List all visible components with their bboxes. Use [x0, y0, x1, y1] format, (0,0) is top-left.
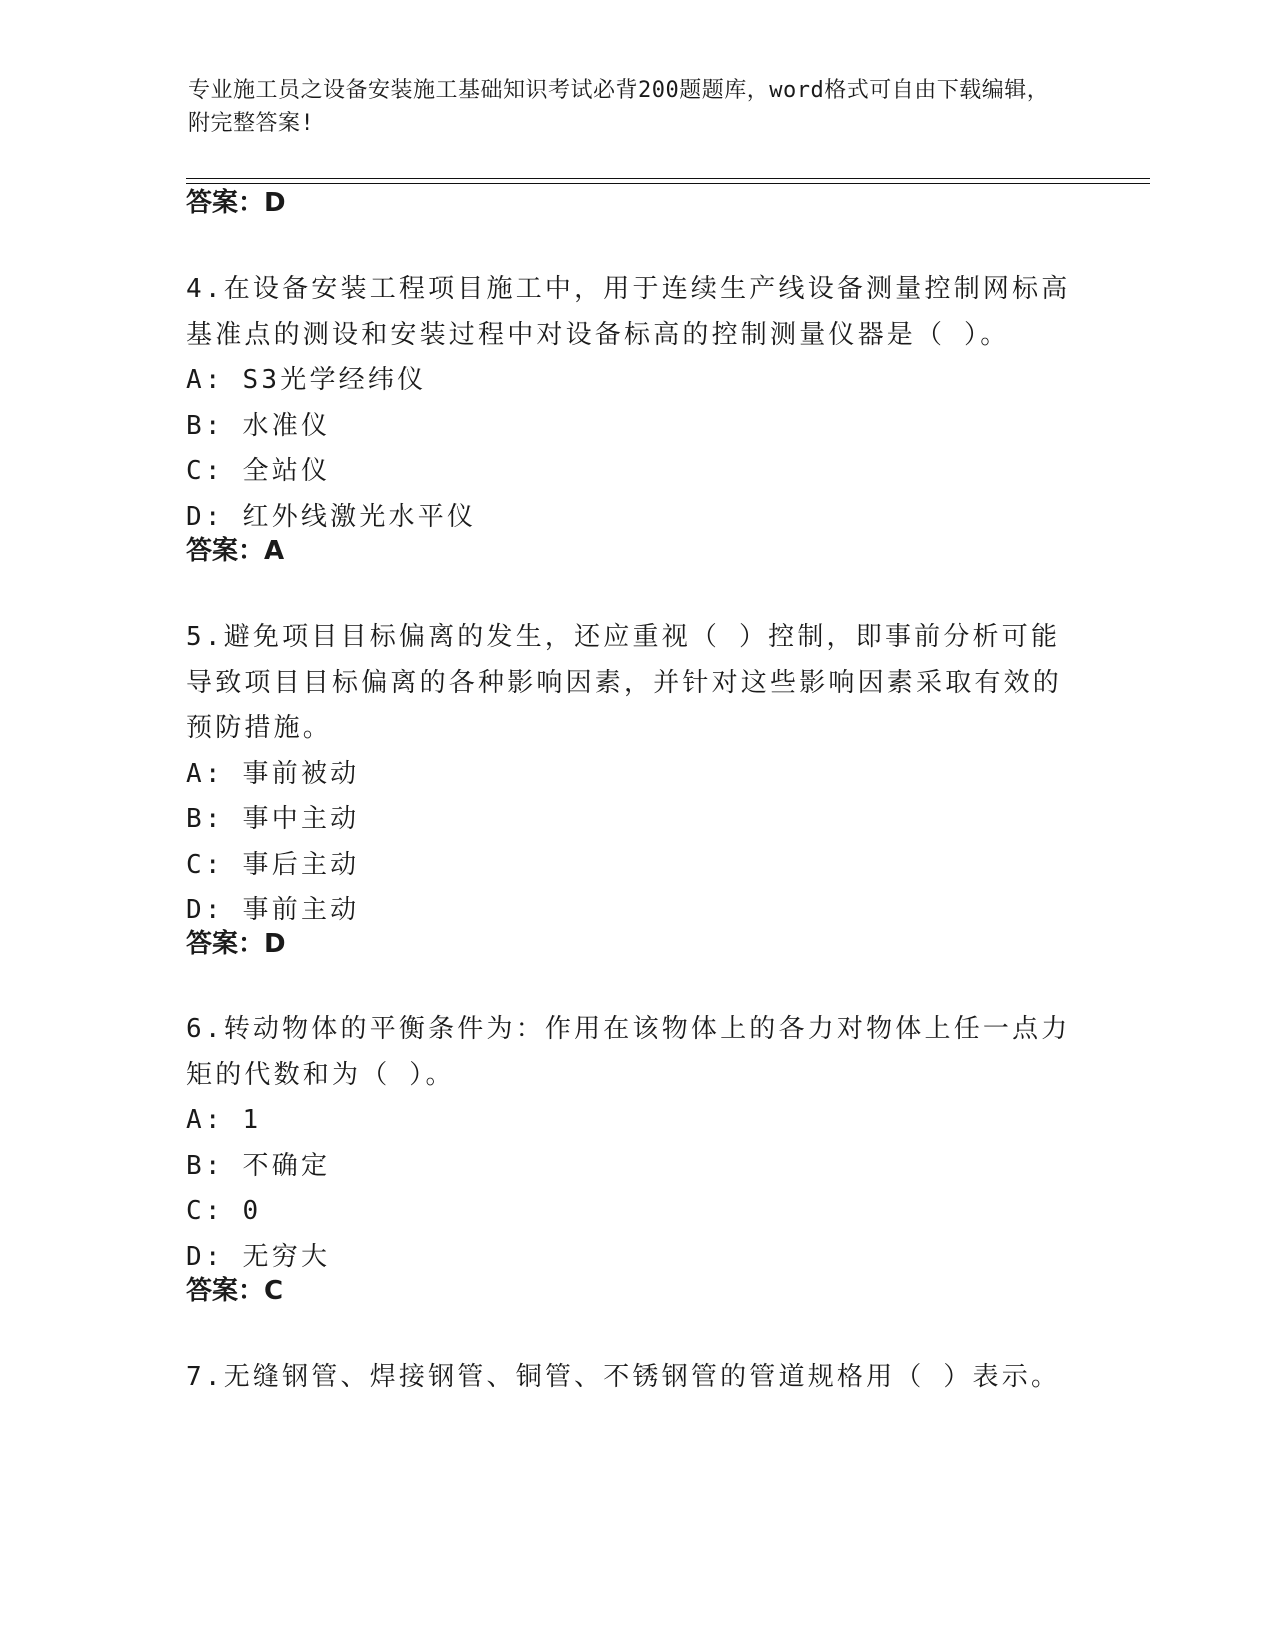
- option-d: D: 事前主动: [186, 895, 360, 925]
- answer-q6: 答案：C: [186, 1276, 284, 1306]
- option-d: D: 红外线激光水平仪: [186, 501, 477, 532]
- option-a: A: S3光学经纬仪: [186, 365, 427, 395]
- header-divider-top: [186, 178, 1150, 179]
- question-stem: 5.避免项目目标偏离的发生，还应重视（ ）控制，即事前分析可能导致项目目标偏离的各种影响因素，并针对这些影响因素采取有效的预防措施。: [186, 622, 1063, 743]
- header-divider-bottom: [186, 183, 1150, 184]
- answer-q4: 答案：A: [186, 536, 285, 566]
- option-b: B: 不确定: [186, 1150, 331, 1181]
- option-c: C: 0: [186, 1196, 262, 1226]
- page-header: 专业施工员之设备安装施工基础知识考试必背200题题库，word格式可自由下载编辑，附完整答案!: [188, 78, 1050, 136]
- option-b: B: 事中主动: [186, 804, 360, 834]
- question-stem: 4.在设备安装工程项目施工中，用于连续生产线设备测量控制网标高基准点的测设和安装过程中对设备标高的控制测量仪器是（ ）。: [186, 274, 1071, 350]
- question-6: [186, 1007, 1086, 1280]
- answer-q5: 答案：D: [186, 929, 286, 959]
- option-a: A: 事前被动: [186, 758, 360, 789]
- option-c: C: 全站仪: [186, 456, 331, 486]
- option-b: B: 水准仪: [186, 410, 331, 441]
- question-stem: 6.转动物体的平衡条件为：作用在该物体上的各力对物体上任一点力矩的代数和为（ ）。: [186, 1014, 1071, 1090]
- question-stem: 7.无缝钢管、焊接钢管、铜管、不锈钢管的管道规格用（ ）表示。: [186, 1362, 1061, 1392]
- option-c: C: 事后主动: [186, 849, 360, 880]
- answer-q3: 答案：D: [186, 188, 286, 218]
- option-d: D: 无穷大: [186, 1241, 331, 1272]
- question-7: [186, 1355, 1086, 1401]
- question-5: [186, 615, 1086, 934]
- question-4: [186, 267, 1086, 540]
- option-a: A: 1: [186, 1105, 262, 1135]
